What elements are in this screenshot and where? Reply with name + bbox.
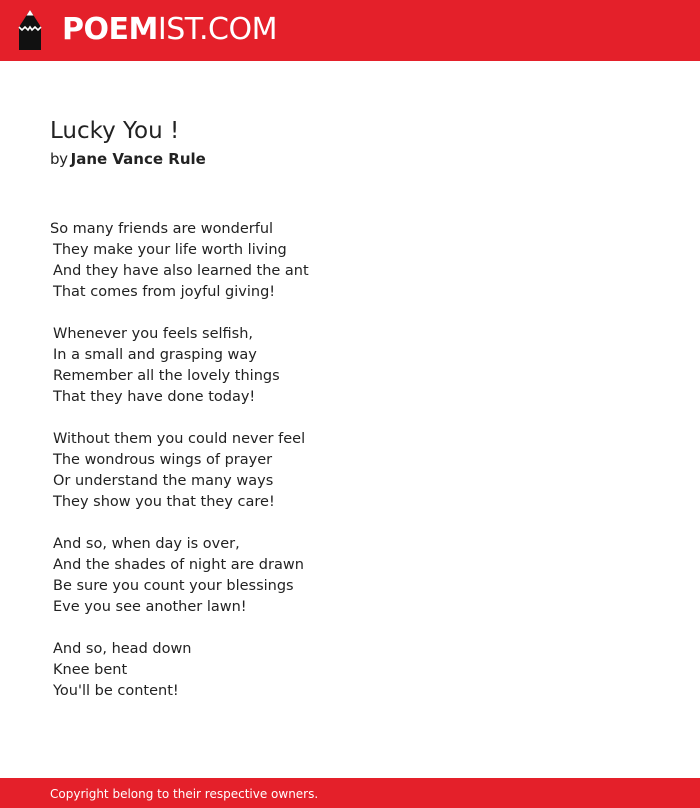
stanza (50, 324, 309, 408)
stanza (50, 219, 309, 303)
logo-light-text: IST.COM (157, 12, 277, 47)
stanza (50, 639, 309, 702)
poem-byline (50, 148, 206, 170)
poem-line: In a small and grasping way (53, 347, 257, 363)
poem-line: Be sure you count your blessings (53, 578, 294, 594)
poem-line: So many friends are wonderful (50, 221, 274, 237)
poem-line: And the shades of night are drawn (53, 557, 304, 573)
stanza (50, 534, 309, 618)
poem-line: Remember all the lovely things (53, 368, 280, 384)
poem-body (50, 219, 309, 702)
by-label: by (50, 150, 68, 168)
poem-line: That they have done today! (53, 389, 256, 405)
poem-line: That comes from joyful giving! (53, 284, 276, 300)
copyright-text: Copyright belong to their respective owners. (50, 787, 319, 801)
site-logo[interactable] (62, 12, 277, 48)
poem-line: Or understand the many ways (53, 473, 274, 489)
author-name: Jane Vance Rule (70, 150, 206, 168)
site-header (0, 0, 700, 61)
stanza (50, 429, 309, 513)
poem-line: Without them you could never feel (53, 431, 306, 447)
poem-title: Lucky You ! (50, 118, 180, 144)
stanza-gap (50, 513, 309, 534)
poem-line: And so, when day is over, (53, 536, 240, 552)
stanza-gap (50, 408, 309, 429)
poem-line: Eve you see another lawn! (53, 599, 247, 615)
poem-line: They make your life worth living (53, 242, 287, 258)
logo-bold-text: POEM (62, 12, 158, 47)
poem-line: Knee bent (53, 662, 128, 678)
poem-line: They show you that they care! (53, 494, 275, 510)
poem-line: You'll be content! (53, 683, 179, 699)
poem-line: And they have also learned the ant (53, 263, 309, 279)
poem-line: Whenever you feels selfish, (53, 326, 254, 342)
poem-line: And so, head down (53, 641, 192, 657)
pencil-tip-icon (17, 9, 43, 51)
stanza-gap (50, 303, 309, 324)
stanza-gap (50, 618, 309, 639)
poem-line: The wondrous wings of prayer (53, 452, 273, 468)
site-footer (0, 778, 700, 808)
